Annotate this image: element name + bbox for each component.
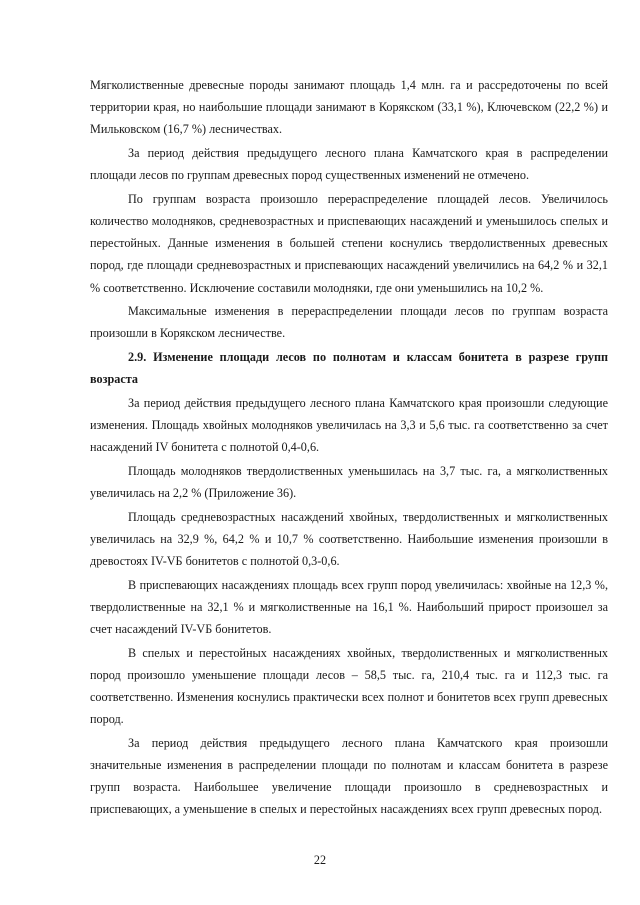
paragraph-middle-aged: Площадь средневозрастных насаждений хвойных, твердолиственных и мягколиственных увеличилась на 32,9 %, 64,2 % и 10,7 % соответственно. Наибольшие изменения произошли в древостоях IV-VБ бонитетов с полнотой 0,3-0,6.	[90, 509, 608, 568]
paragraph-age-groups: По группам возраста произошло перераспределение площадей лесов. Увеличилось количество молодняков, средневозрастных и приспевающих насаждений и уменьшилось спелых и перестойных. Данные изменения в большей степени коснулись твердолиственных древесных пород, где площади средневозрастных и приспевающих насаждений увеличились на 64,2 % и 32,1 % соответственно. Исключение составили молодняки, где они уменьшились на 10,2 %.	[90, 191, 608, 295]
section-heading: 2.9. Изменение площади лесов по полнотам и классам бонитета в разрезе групп возраста	[90, 350, 608, 387]
paragraph-premature: В приспевающих насаждениях площадь всех групп пород увеличилась: хвойные на 12,3 %, твердолиственные на 32,1 % и мягколиственные на 16,1 %. Наибольший прирост произошел за счет насаждений IV-VБ бонитетов.	[90, 577, 608, 636]
page-number: 22	[313, 853, 327, 867]
document-body	[90, 74, 608, 821]
paragraph-mature-overmature: В спелых и перестойных насаждениях хвойных, твердолиственных и мягколиственных пород произошло уменьшение площади лесов – 58,5 тыс. га, 210,4 тыс. га и 112,3 тыс. га соответственно. Изменения коснулись практически всех полнот и бонитетов всех групп древесных пород.	[90, 645, 608, 727]
paragraph-summary: За период действия предыдущего лесного плана Камчатского края произошли значительные изменения в распределении площади по полнотам и классам бонитета в разрезе групп возраста. Наибольшее увеличение площади произошло в средневозрастных и приспевающих, а уменьшение в спелых и перестойных насаждениях всех групп древесных пород.	[90, 735, 608, 817]
paragraph-species-distribution: За период действия предыдущего лесного плана Камчатского края в распределении площади лесов по группам древесных пород существенных изменений не отмечено.	[90, 146, 608, 183]
paragraph-period-changes: За период действия предыдущего лесного плана Камчатского края произошли следующие изменения. Площадь хвойных молодняков увеличилась на 3,3 и 5,6 тыс. га соответственно за счет насаждений IV бонитета с полнотой 0,4-0,6.	[90, 395, 608, 455]
paragraph-softwood-area: Мягколиственные древесные породы занимают площадь 1,4 млн. га и рассредоточены по всей территории края, но наибольшие площади занимают в Корякском (33,1 %), Ключевском (22,2 %) и Мильковском (16,7 %) лесничествах.	[90, 78, 608, 137]
paragraph-koryak-changes: Максимальные изменения в перераспределении площади лесов по группам возраста произошли в Корякском лесничестве.	[90, 304, 608, 341]
paragraph-young-stands: Площадь молодняков твердолиственных уменьшилась на 3,7 тыс. га, а мягколиственных увеличилась на 2,2 % (Приложение 36).	[90, 463, 608, 500]
